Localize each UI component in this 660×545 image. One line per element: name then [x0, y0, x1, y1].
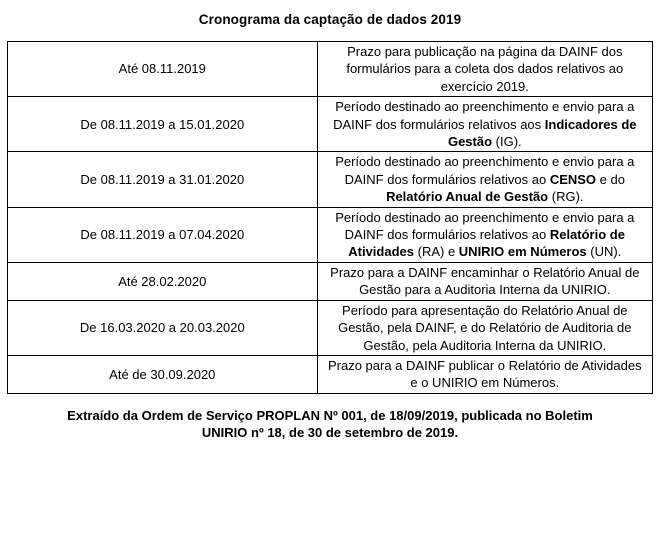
period-cell: De 08.11.2019 a 15.01.2020 [8, 97, 318, 152]
description-segment: Prazo para publicação na página da DAINF dos formulários para a coleta dos dados relativos ao exercício 2019. [346, 44, 624, 94]
description-segment: Período destinado ao preenchimento e envio para a DAINF dos formulários relativos aos [333, 99, 635, 132]
description-segment: Período destinado ao preenchimento e envio para a DAINF dos formulários relativos ao [335, 154, 635, 187]
description-bold-segment: UNIRIO em Números [458, 244, 587, 260]
description-segment: (UN). [586, 244, 622, 260]
description-bold-segment: Relatório de Atividades [348, 227, 625, 260]
description-bold-segment: Indicadores de Gestão [447, 116, 637, 150]
schedule-table-body [8, 42, 653, 394]
description-cell [317, 152, 652, 207]
table-row [8, 97, 653, 152]
description-cell [317, 42, 652, 97]
description-segment: e do [596, 171, 625, 187]
description-segment: Prazo para a DAINF encaminhar o Relatório Anual de Gestão para a Auditoria Interna da UNIRIO. [330, 264, 640, 298]
schedule-table [7, 41, 653, 394]
description-bold-segment: Relatório Anual de Gestão [386, 189, 549, 205]
period-cell: De 08.11.2019 a 07.04.2020 [8, 207, 318, 262]
description-bold-segment: CENSO [549, 171, 597, 187]
description-cell [317, 97, 652, 152]
description-segment: (RG). [548, 189, 584, 205]
period-cell: De 16.03.2020 a 20.03.2020 [8, 300, 318, 355]
description-cell [317, 262, 652, 300]
description-cell [317, 207, 652, 262]
period-cell: Até de 30.09.2020 [8, 355, 318, 393]
table-row [8, 262, 653, 300]
period-cell: Até 28.02.2020 [8, 262, 318, 300]
table-row [8, 207, 653, 262]
description-cell [317, 300, 652, 355]
description-segment: Período para apresentação do Relatório Anual de Gestão, pela DAINF, e do Relatório de Auditoria de Gestão, pela Auditoria Interna da UNIRIO. [338, 302, 632, 353]
description-segment: (RA) e [414, 244, 459, 260]
period-cell: De 08.11.2019 a 31.01.2020 [8, 152, 318, 207]
description-cell [317, 355, 652, 393]
page-title: Cronograma da captação de dados 2019 [198, 12, 462, 27]
source-note: Extraído da Ordem de Serviço PROPLAN Nº 001, de 18/09/2019, publicada no Boletim UNIRIO nº 18, de 30 de setembro de 2019. [67, 407, 593, 441]
table-row [8, 300, 653, 355]
period-cell: Até 08.11.2019 [8, 42, 318, 97]
table-row [8, 152, 653, 207]
table-row [8, 355, 653, 393]
description-segment: (IG). [492, 134, 522, 150]
description-segment: Período destinado ao preenchimento e envio para a DAINF dos formulários relativos ao [335, 209, 635, 243]
table-row [8, 42, 653, 97]
description-segment: Prazo para a DAINF publicar o Relatório de Atividades e o UNIRIO em Números. [327, 357, 642, 391]
